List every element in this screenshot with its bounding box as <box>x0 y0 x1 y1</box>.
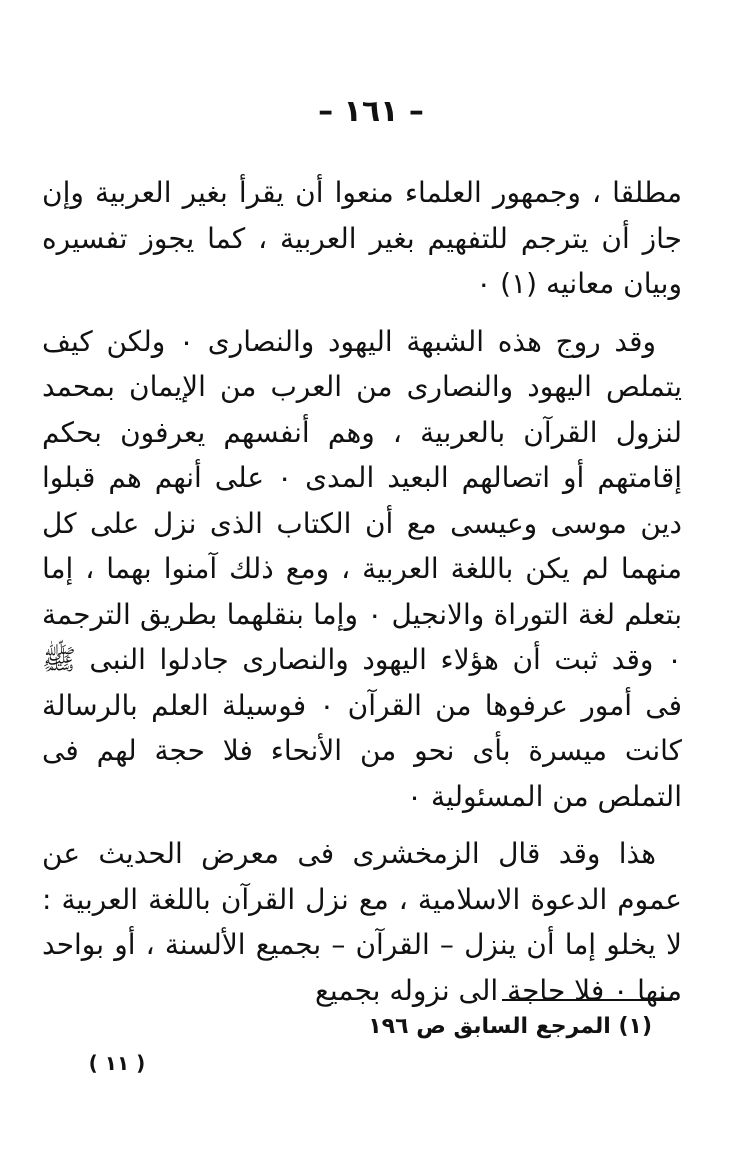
footnote-divider <box>502 999 672 1001</box>
paragraph-1: مطلقا ، وجمهور العلماء منعوا أن يقرأ بغير العربية وإن جاز أن يترجم للتفهيم بغير العربية ، كما يجوز تفسيره وبيان معانيه (١) ٠ <box>42 176 682 300</box>
paragraph-gap <box>42 307 682 319</box>
body-text <box>42 170 682 1013</box>
footnote: (١) المرجع السابق ص ١٩٦ <box>368 1014 652 1039</box>
page-number: – ١٦١ – <box>318 94 424 129</box>
paragraph-3: هذا وقد قال الزمخشرى فى معرض الحديث عن عموم الدعوة الاسلامية ، مع نزل القرآن باللغة العربية : لا يخلو إما أن ينزل – القرآن – بجميع الألسنة ، أو بواحد منها ٠ فلا حاجة الى نزوله بجميع <box>42 837 682 1007</box>
paragraph-gap <box>42 819 682 831</box>
paragraph-2: وقد روج هذه الشبهة اليهود والنصارى ٠ ولكن كيف يتملص اليهود والنصارى من العرب من الإيمان بمحمد لنزول القرآن بالعربية ، وهم أنفسهم يعرفون بحكم إقامتهم أو اتصالهم البعيد المدى ٠ على أنهم هم قبلوا دين موسى وعيسى مع أن الكتاب الذى نزل على كل منهما لم يكن باللغة العربية ، ومع ذلك آمنوا بهما ، إما بتعلم لغة التوراة والانجيل ٠ وإما بنقلهما بطريق الترجمة ٠ وقد ثبت أن هؤلاء اليهود والنصارى جادلوا النبى ﷺ فى أمور عرفوها من القرآن ٠ فوسيلة العلم بالرسالة كانت ميسرة بأى نحو من الأنحاء فلا حجة لهم فى التملص من المسئولية ٠ <box>42 324 682 813</box>
signature-mark: ( ١١ ) <box>88 1051 146 1075</box>
